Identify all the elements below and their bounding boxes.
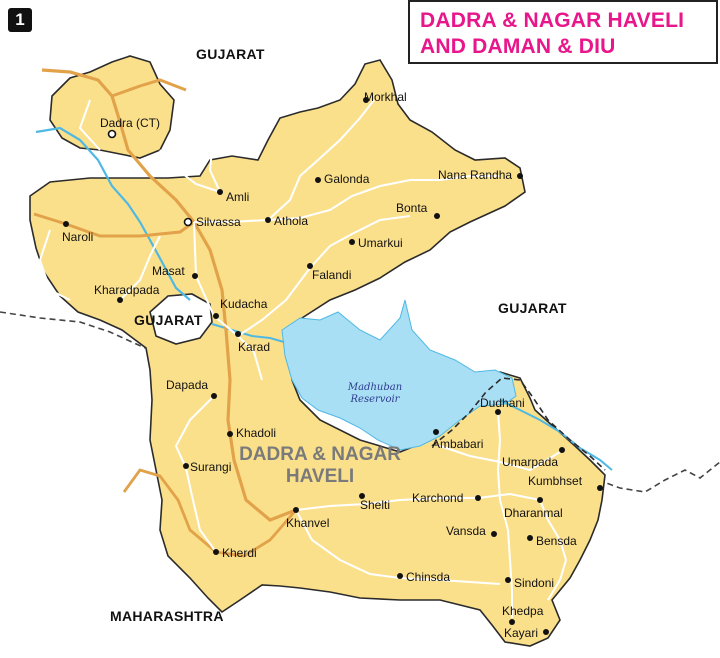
town-label-khedpa: Khedpa	[502, 604, 544, 618]
town-label-shelti: Shelti	[360, 498, 391, 512]
amli-marker	[217, 189, 223, 195]
silvassa-marker	[185, 219, 192, 226]
ut-label-line2: HAVELI	[285, 466, 355, 487]
town-label-dudhani: Dudhani	[480, 396, 525, 410]
town-label-dapada: Dapada	[166, 378, 209, 392]
region-label-gujarat-east: GUJARAT	[498, 300, 567, 316]
town-label-nana-randha: Nana Randha	[438, 168, 513, 182]
town-label-naroli: Naroli	[62, 230, 94, 244]
nana-randha-marker	[517, 173, 523, 179]
town-label-umarkui: Umarkui	[358, 236, 403, 250]
sindoni-marker	[505, 577, 511, 583]
reservoir-label-line2: Reservoir	[350, 394, 400, 405]
chinsda-marker	[397, 573, 403, 579]
town-label-kayari: Kayari	[504, 626, 539, 640]
reservoir-label-line1: Madhuban	[347, 382, 403, 393]
kudacha-marker	[213, 313, 219, 319]
masat-marker	[192, 273, 198, 279]
town-label-ambabari: Ambabari	[432, 437, 484, 451]
town-label-vansda: Vansda	[446, 524, 486, 538]
region-label-gujarat-enclave: GUJARAT	[134, 312, 203, 328]
town-label-falandi: Falandi	[312, 268, 352, 282]
town-label-masat: Masat	[152, 264, 185, 278]
town-label-umarpada: Umarpada	[502, 455, 559, 469]
town-label-kharadpada: Kharadpada	[94, 283, 160, 297]
kherdi-marker	[213, 549, 219, 555]
town-label-athola: Athola	[274, 214, 309, 228]
bonta-marker	[434, 213, 440, 219]
region-label-gujarat-north: GUJARAT	[196, 46, 265, 62]
kayari-marker	[543, 629, 549, 635]
dharanmal-marker	[537, 497, 543, 503]
town-label-khanvel: Khanvel	[286, 516, 330, 530]
reservoir-label	[340, 382, 410, 406]
khadoli-marker	[227, 431, 233, 437]
galonda-marker	[315, 177, 321, 183]
khedpa-marker	[509, 619, 515, 625]
khanvel-marker	[293, 507, 299, 513]
town-label-dadra: Dadra (CT)	[100, 116, 161, 130]
town-label-karchond: Karchond	[412, 491, 464, 505]
map-number-badge: 1	[8, 8, 32, 32]
town-label-kudacha: Kudacha	[220, 297, 268, 311]
town-label-silvassa: Silvassa	[196, 215, 241, 229]
town-label-bensda: Bensda	[536, 534, 577, 548]
town-label-kherdi: Kherdi	[222, 546, 257, 560]
town-label-morkhal: Morkhal	[364, 90, 407, 104]
town-label-amli: Amli	[226, 190, 250, 204]
town-label-kumbhset: Kumbhset	[528, 474, 583, 488]
map-title-line2: AND DAMAN & DIU	[420, 35, 616, 58]
town-label-surangi: Surangi	[190, 460, 232, 474]
umarkui-marker	[349, 239, 355, 245]
athola-marker	[265, 217, 271, 223]
ut-label-line1: DADRA & NAGAR	[239, 444, 401, 465]
surangi-marker	[183, 463, 189, 469]
kharadpada-marker	[117, 297, 123, 303]
state-boundary-east	[598, 462, 720, 492]
dapada-marker	[211, 393, 217, 399]
town-label-chinsda: Chinsda	[406, 570, 451, 584]
umarpada-marker	[559, 447, 565, 453]
town-label-bonta: Bonta	[396, 201, 428, 215]
bensda-marker	[527, 535, 533, 541]
karchond-marker	[475, 495, 481, 501]
town-label-karad: Karad	[238, 340, 271, 354]
dadra-marker	[109, 131, 116, 138]
town-label-dharanmal: Dharanmal	[504, 506, 563, 520]
ut-label	[232, 444, 408, 488]
map-title-box	[408, 0, 718, 64]
map-title-line1: DADRA & NAGAR HAVELI	[420, 9, 685, 32]
region-label-maharashtra: MAHARASHTRA	[110, 608, 224, 624]
karad-marker	[235, 331, 241, 337]
town-label-galonda: Galonda	[324, 172, 370, 186]
town-label-sindoni: Sindoni	[514, 576, 555, 590]
kumbhset-marker	[597, 485, 603, 491]
ambabari-marker	[433, 429, 439, 435]
town-label-khadoli: Khadoli	[236, 426, 277, 440]
vansda-marker	[491, 531, 497, 537]
naroli-marker	[63, 221, 69, 227]
